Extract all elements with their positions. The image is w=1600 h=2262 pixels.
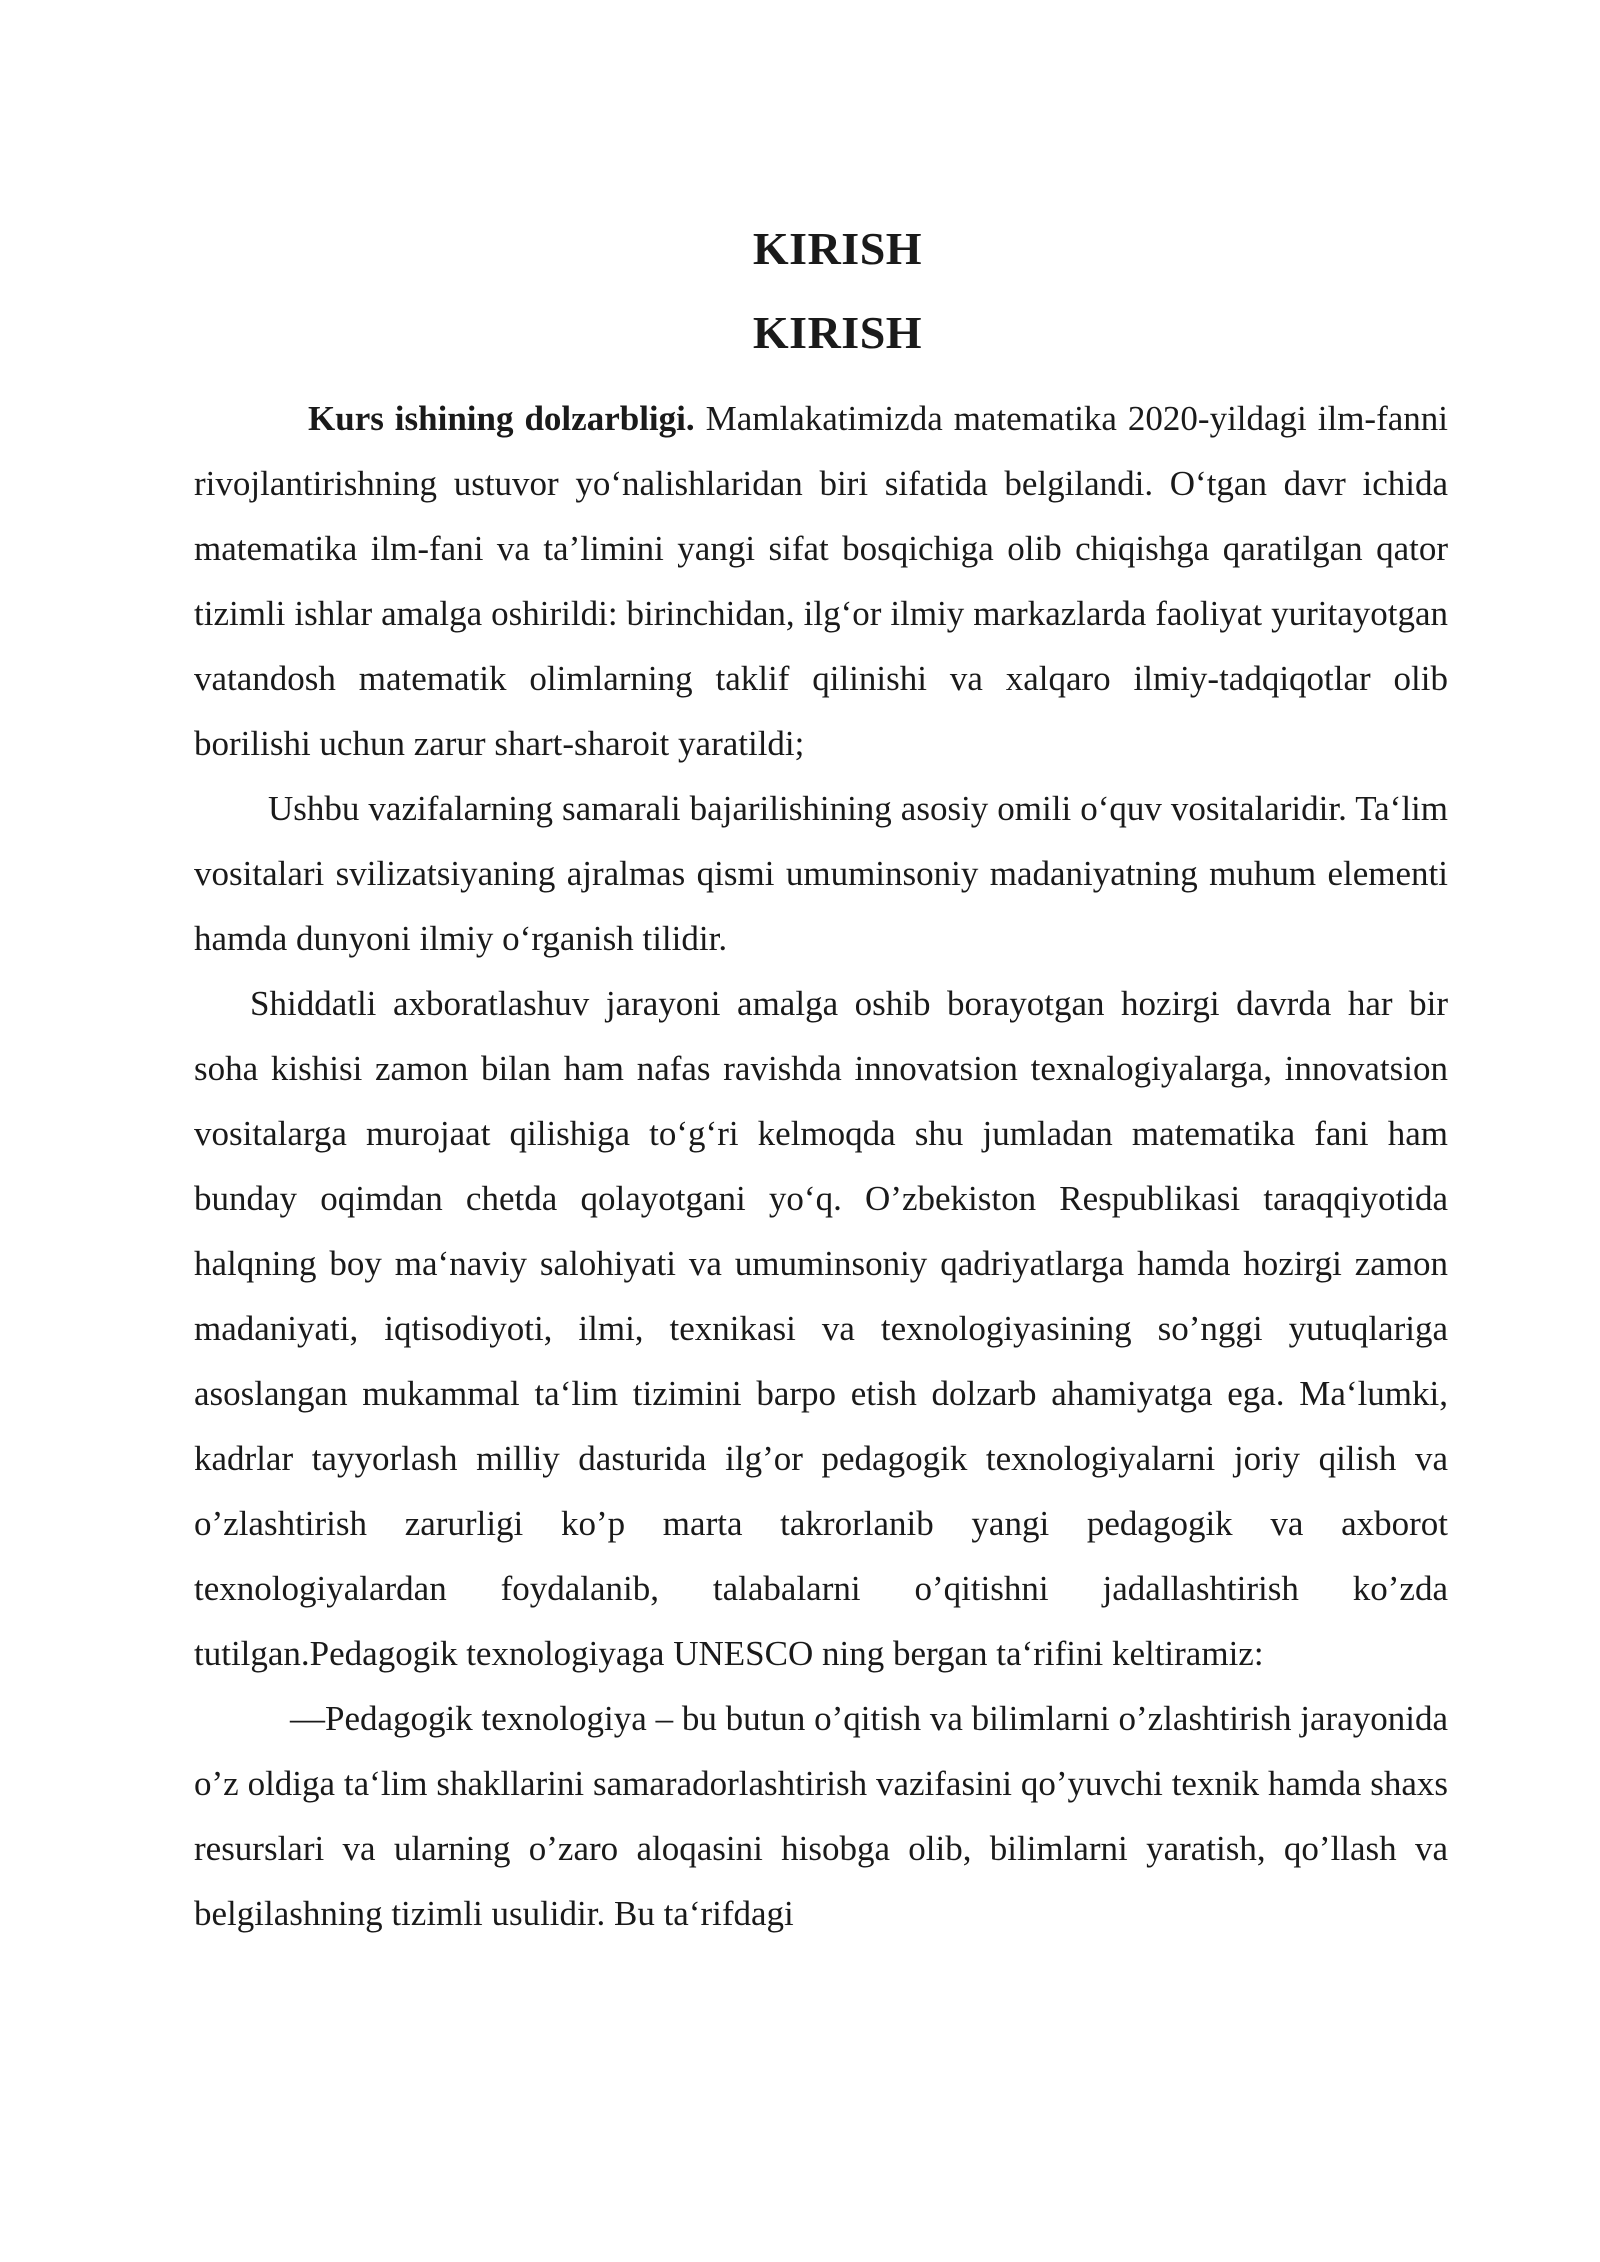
paragraph-relevance [194, 386, 1448, 776]
paragraph-text: Mamlakatimizda matematika 2020-yildagi ilm-fanni rivojlantirishning ustuvor yo‘nalishlaridan biri sifatida belgilandi. O‘tgan davr ichida matematika ilm-fani va ta’limini yangi sifat bosqichiga olib chiqishga qaratilgan qator tizimli ishlar amalga oshirildi: birinchidan, ilg‘or ilmiy markazlarda faoliyat yuritayotgan vatandosh matematik olimlarning taklif qilinishi va xalqaro ilmiy-tadqiqotlar olib borilishi uchun zarur shart-sharoit yaratildi; [194, 399, 1448, 763]
document-body [194, 386, 1448, 1946]
paragraph-definition: ―Pedagogik texnologiya – bu butun o’qitish va bilimlarni o’zlashtirish jarayonida o’z oldiga ta‘lim shakllarini samaradorlashtirish vazifasini qo’yuvchi texnik hamda shaxs resurslari va ularning o’zaro aloqasini hisobga olib, bilimlarni yaratish, qo’llash va belgilashning tizimli usulidir. Bu ta‘rifdagi [194, 1699, 1448, 1933]
paragraph-teaching-tools: Ushbu vazifalarning samarali bajarilishining asosiy omili o‘quv vositalaridir. Ta‘lim vositalari svilizatsiyaning ajralmas qismi umuminsoniy madaniyatning muhum elementi hamda dunyoni ilmiy o‘rganish tilidir. [194, 789, 1448, 958]
page-title-repeat: KIRISH [752, 307, 923, 358]
paragraph-lead: Kurs ishining dolzarbligi. [308, 399, 695, 438]
paragraph-informatization: Shiddatli axboratlashuv jarayoni amalga oshib borayotgan hozirgi davrda har bir soha kishisi zamon bilan ham nafas ravishda innovatsion texnalogiyalarga, innovatsion vositalarga murojaat qilishiga to‘g‘ri kelmoqda shu jumladan matematika fani ham bunday oqimdan chetda qolayotgani yo‘q. O’zbekiston Respublikasi taraqqiyotida halqning boy ma‘naviy salohiyati va umuminsoniy qadriyatlarga hamda hozirgi zamon madaniyati, iqtisodiyoti, ilmi, texnikasi va texnologiyasining so’nggi yutuqlariga asoslangan mukammal ta‘lim tizimini barpo etish dolzarb ahamiyatga ega. Ma‘lumki, kadrlar tayyorlash milliy dasturida ilg’or pedagogik texnologiyalarni joriy qilish va o’zlashtirish zarurligi ko’p marta takrorlanib yangi pedagogik va axborot texnologiyalardan foydalanib, talabalarni o’qitishni jadallashtirish ko’zda tutilgan.Pedagogik texnologiyaga UNESCO ning bergan ta‘rifini keltiramiz: [194, 984, 1448, 1673]
page-title: KIRISH [752, 223, 923, 274]
